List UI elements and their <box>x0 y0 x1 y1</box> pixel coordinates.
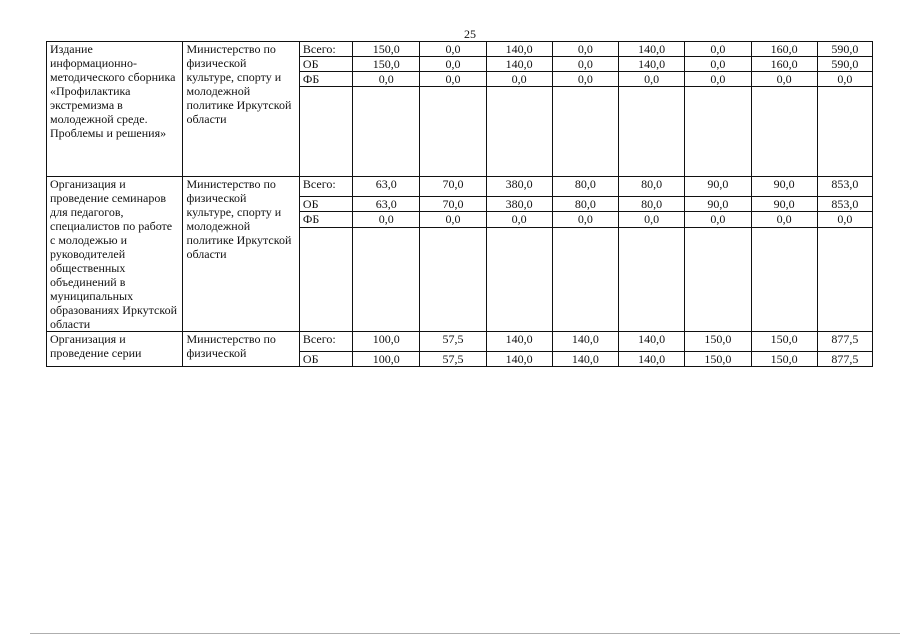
value-cell: 140,0 <box>486 352 552 367</box>
empty-cell <box>817 228 872 332</box>
value-cell: 80,0 <box>552 177 618 197</box>
value-cell: 0,0 <box>353 72 420 87</box>
value-cell: 0,0 <box>619 212 685 228</box>
empty-cell <box>552 87 618 177</box>
value-cell: 70,0 <box>420 177 486 197</box>
value-cell: 380,0 <box>486 177 552 197</box>
value-cell: 150,0 <box>685 352 751 367</box>
total-value-cell: 853,0 <box>817 197 872 212</box>
total-value-cell: 590,0 <box>817 57 872 72</box>
value-cell: 0,0 <box>619 72 685 87</box>
value-cell: 150,0 <box>751 352 817 367</box>
value-cell: 90,0 <box>685 197 751 212</box>
value-cell: 70,0 <box>420 197 486 212</box>
value-cell: 0,0 <box>353 212 420 228</box>
funding-type-cell: ФБ <box>299 212 352 228</box>
value-cell: 100,0 <box>353 352 420 367</box>
empty-cell <box>552 228 618 332</box>
funding-type-cell: Всего: <box>299 42 352 57</box>
value-cell: 140,0 <box>619 352 685 367</box>
activity-name-cell: Издание информационно-методического сборника «Профилактика экстремизма в молодежной среде. Проблемы и решения» <box>47 42 183 177</box>
empty-cell <box>619 228 685 332</box>
table-row <box>47 177 873 197</box>
empty-cell <box>353 228 420 332</box>
value-cell: 80,0 <box>619 197 685 212</box>
value-cell: 57,5 <box>420 352 486 367</box>
value-cell: 140,0 <box>552 332 618 352</box>
activity-name-cell: Организация и проведение серии <box>47 332 183 367</box>
table-row <box>47 42 873 57</box>
value-cell: 160,0 <box>751 42 817 57</box>
empty-cell <box>486 87 552 177</box>
value-cell: 0,0 <box>486 72 552 87</box>
value-cell: 0,0 <box>420 42 486 57</box>
responsible-org-cell: Министерство по физической <box>183 332 299 367</box>
empty-cell <box>751 228 817 332</box>
empty-cell <box>299 87 352 177</box>
value-cell: 90,0 <box>751 197 817 212</box>
value-cell: 0,0 <box>685 57 751 72</box>
value-cell: 140,0 <box>552 352 618 367</box>
funding-table <box>46 41 873 367</box>
value-cell: 0,0 <box>552 57 618 72</box>
value-cell: 90,0 <box>751 177 817 197</box>
value-cell: 0,0 <box>420 72 486 87</box>
value-cell: 150,0 <box>353 57 420 72</box>
value-cell: 140,0 <box>619 57 685 72</box>
total-value-cell: 0,0 <box>817 72 872 87</box>
empty-cell <box>817 87 872 177</box>
value-cell: 80,0 <box>552 197 618 212</box>
value-cell: 100,0 <box>353 332 420 352</box>
funding-table-wrapper <box>46 41 873 367</box>
empty-cell <box>685 87 751 177</box>
activity-name-cell: Организация и проведение семинаров для педагогов, специалистов по работе с молодежью и руководителей общественных объединений в муниципальных образованиях Иркутской области <box>47 177 183 332</box>
value-cell: 80,0 <box>619 177 685 197</box>
empty-cell <box>420 87 486 177</box>
empty-cell <box>619 87 685 177</box>
value-cell: 140,0 <box>486 332 552 352</box>
value-cell: 380,0 <box>486 197 552 212</box>
funding-type-cell: ОБ <box>299 57 352 72</box>
value-cell: 0,0 <box>552 72 618 87</box>
value-cell: 140,0 <box>486 42 552 57</box>
value-cell: 150,0 <box>353 42 420 57</box>
total-value-cell: 877,5 <box>817 332 872 352</box>
value-cell: 140,0 <box>486 57 552 72</box>
scan-edge-line <box>30 633 900 634</box>
empty-cell <box>353 87 420 177</box>
value-cell: 63,0 <box>353 177 420 197</box>
value-cell: 57,5 <box>420 332 486 352</box>
total-value-cell: 853,0 <box>817 177 872 197</box>
empty-cell <box>420 228 486 332</box>
value-cell: 150,0 <box>751 332 817 352</box>
value-cell: 0,0 <box>420 57 486 72</box>
funding-type-cell: ОБ <box>299 352 352 367</box>
value-cell: 0,0 <box>552 42 618 57</box>
value-cell: 0,0 <box>751 72 817 87</box>
responsible-org-cell: Министерство по физической культуре, спорту и молодежной политике Иркутской области <box>183 177 299 332</box>
page-number: 25 <box>464 27 476 41</box>
value-cell: 0,0 <box>685 72 751 87</box>
table-row <box>47 332 873 352</box>
funding-type-cell: ОБ <box>299 197 352 212</box>
responsible-org-cell: Министерство по физической культуре, спорту и молодежной политике Иркутской области <box>183 42 299 177</box>
empty-cell <box>486 228 552 332</box>
value-cell: 0,0 <box>486 212 552 228</box>
value-cell: 0,0 <box>420 212 486 228</box>
empty-cell <box>299 228 352 332</box>
total-value-cell: 590,0 <box>817 42 872 57</box>
value-cell: 160,0 <box>751 57 817 72</box>
value-cell: 0,0 <box>751 212 817 228</box>
value-cell: 0,0 <box>685 42 751 57</box>
funding-table-body <box>47 42 873 367</box>
funding-type-cell: ФБ <box>299 72 352 87</box>
value-cell: 90,0 <box>685 177 751 197</box>
value-cell: 140,0 <box>619 332 685 352</box>
empty-cell <box>685 228 751 332</box>
value-cell: 63,0 <box>353 197 420 212</box>
value-cell: 150,0 <box>685 332 751 352</box>
value-cell: 0,0 <box>552 212 618 228</box>
value-cell: 0,0 <box>685 212 751 228</box>
funding-type-cell: Всего: <box>299 177 352 197</box>
value-cell: 140,0 <box>619 42 685 57</box>
total-value-cell: 0,0 <box>817 212 872 228</box>
empty-cell <box>751 87 817 177</box>
total-value-cell: 877,5 <box>817 352 872 367</box>
funding-type-cell: Всего: <box>299 332 352 352</box>
